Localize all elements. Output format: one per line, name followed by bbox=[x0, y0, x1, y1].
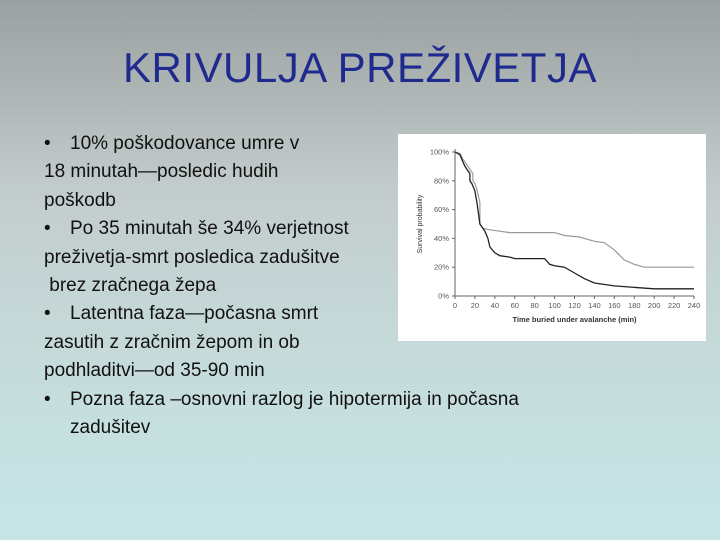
line-text: preživetja-smrt posledica zadušitve bbox=[44, 246, 340, 268]
y-tick-label: 60% bbox=[433, 205, 449, 215]
line-text: Po 35 minutah še 34% verjetnost bbox=[70, 218, 349, 240]
y-tick-label: 0% bbox=[438, 291, 449, 301]
survival-curve-2 bbox=[455, 152, 694, 289]
slide-title: KRIVULJA PREŽIVETJA bbox=[123, 44, 597, 91]
x-tick-label: 160 bbox=[608, 301, 621, 310]
survival-curve-1 bbox=[455, 152, 694, 267]
x-tick-label: 20 bbox=[470, 301, 480, 310]
x-tick-label: 240 bbox=[687, 301, 701, 310]
y-axis-label: Survival probability bbox=[417, 194, 424, 254]
survival-chart bbox=[398, 134, 706, 341]
x-tick-label: 80 bbox=[530, 301, 539, 310]
line-text: Pozna faza –osnovni razlog je hipotermija in počasna bbox=[70, 388, 519, 410]
line-text: poškodb bbox=[44, 189, 116, 211]
line-text: Latentna faza—počasna smrt bbox=[70, 303, 319, 325]
x-axis-label: Time buried under avalanche (min) bbox=[512, 315, 637, 324]
text-line bbox=[44, 414, 684, 442]
y-tick-label: 20% bbox=[433, 262, 449, 272]
line-text: brez zračnega žepa bbox=[44, 275, 217, 297]
line-text: 10% poškodovance umre v bbox=[70, 133, 300, 154]
line-text: zadušitev bbox=[70, 417, 151, 439]
x-tick-label: 220 bbox=[667, 301, 681, 310]
bullet-dot: • bbox=[44, 303, 51, 325]
x-tick-label: 100 bbox=[548, 301, 561, 310]
y-tick-label: 80% bbox=[433, 176, 449, 186]
y-tick-label: 100% bbox=[429, 147, 449, 157]
text-line bbox=[44, 357, 684, 385]
x-tick-label: 120 bbox=[568, 301, 581, 310]
x-tick-label: 40 bbox=[490, 301, 500, 310]
line-text: zasutih z zračnim žepom in ob bbox=[44, 331, 300, 353]
y-tick-label: 40% bbox=[433, 233, 449, 243]
bullet-dot: • bbox=[44, 133, 51, 154]
survival-chart-svg bbox=[398, 134, 706, 341]
x-tick-label: 140 bbox=[588, 301, 601, 310]
bullet-dot: • bbox=[44, 218, 51, 240]
x-tick-label: 180 bbox=[627, 301, 641, 310]
line-text: 18 minutah—posledic hudih bbox=[44, 161, 279, 183]
x-tick-label: 60 bbox=[510, 301, 519, 310]
x-tick-label: 200 bbox=[647, 301, 661, 310]
x-tick-label: 0 bbox=[452, 301, 458, 310]
bullet-line bbox=[44, 386, 684, 414]
line-text: podhladitvi—od 35-90 min bbox=[44, 360, 265, 382]
bullet-dot: • bbox=[44, 388, 51, 410]
